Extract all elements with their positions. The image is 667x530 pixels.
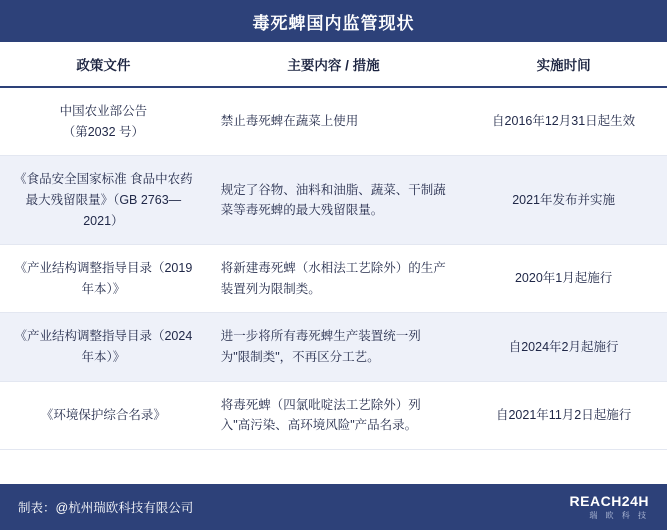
column-header-time: 实施时间 [460, 42, 667, 87]
page-title-bar [0, 0, 667, 42]
table-row [0, 87, 667, 156]
brand-name: REACH24H [569, 493, 649, 510]
table-row [0, 245, 667, 313]
cell-time: 2020年1月起施行 [460, 245, 667, 313]
cell-content: 禁止毒死蜱在蔬菜上使用 [207, 87, 460, 156]
cell-content: 规定了谷物、油料和油脂、蔬菜、干制蔬菜等毒死蜱的最大残留限量。 [207, 156, 460, 245]
cell-policy: 中国农业部公告 （第2032 号） [0, 87, 207, 156]
table-row [0, 313, 667, 381]
brand-logo [570, 493, 649, 520]
cell-policy: 《产业结构调整指导目录（2024年本）》 [0, 313, 207, 381]
cell-policy: 《食品安全国家标准 食品中农药最大残留限量》（GB 2763—2021） [0, 156, 207, 245]
cell-content: 将毒死蜱（四氯吡啶法工艺除外）列入"高污染、高环境风险"产品名录。 [207, 381, 460, 449]
cell-policy: 《环境保护综合名录》 [0, 381, 207, 449]
table-row [0, 381, 667, 449]
table-container [0, 42, 667, 484]
table-header-row [0, 42, 667, 87]
cell-time: 自2016年12月31日起生效 [460, 87, 667, 156]
page-title: 毒死蜱国内监管现状 [252, 13, 415, 33]
cell-time: 自2024年2月起施行 [460, 313, 667, 381]
cell-time: 自2021年11月2日起施行 [460, 381, 667, 449]
cell-policy: 《产业结构调整指导目录（2019年本）》 [0, 245, 207, 313]
cell-content: 将新建毒死蜱（水相法工艺除外）的生产装置列为限制类。 [207, 245, 460, 313]
regulation-table [0, 42, 667, 450]
brand-subtitle: 瑞 欧 科 技 [589, 511, 649, 521]
footer-credit: 制表：@杭州瑞欧科技有限公司 [18, 501, 194, 515]
column-header-content: 主要内容 / 措施 [207, 42, 460, 87]
footer-bar [0, 484, 667, 530]
column-header-policy: 政策文件 [0, 42, 207, 87]
cell-content: 进一步将所有毒死蜱生产装置统一列为"限制类"，不再区分工艺。 [207, 313, 460, 381]
table-row [0, 156, 667, 245]
cell-time: 2021年发布并实施 [460, 156, 667, 245]
